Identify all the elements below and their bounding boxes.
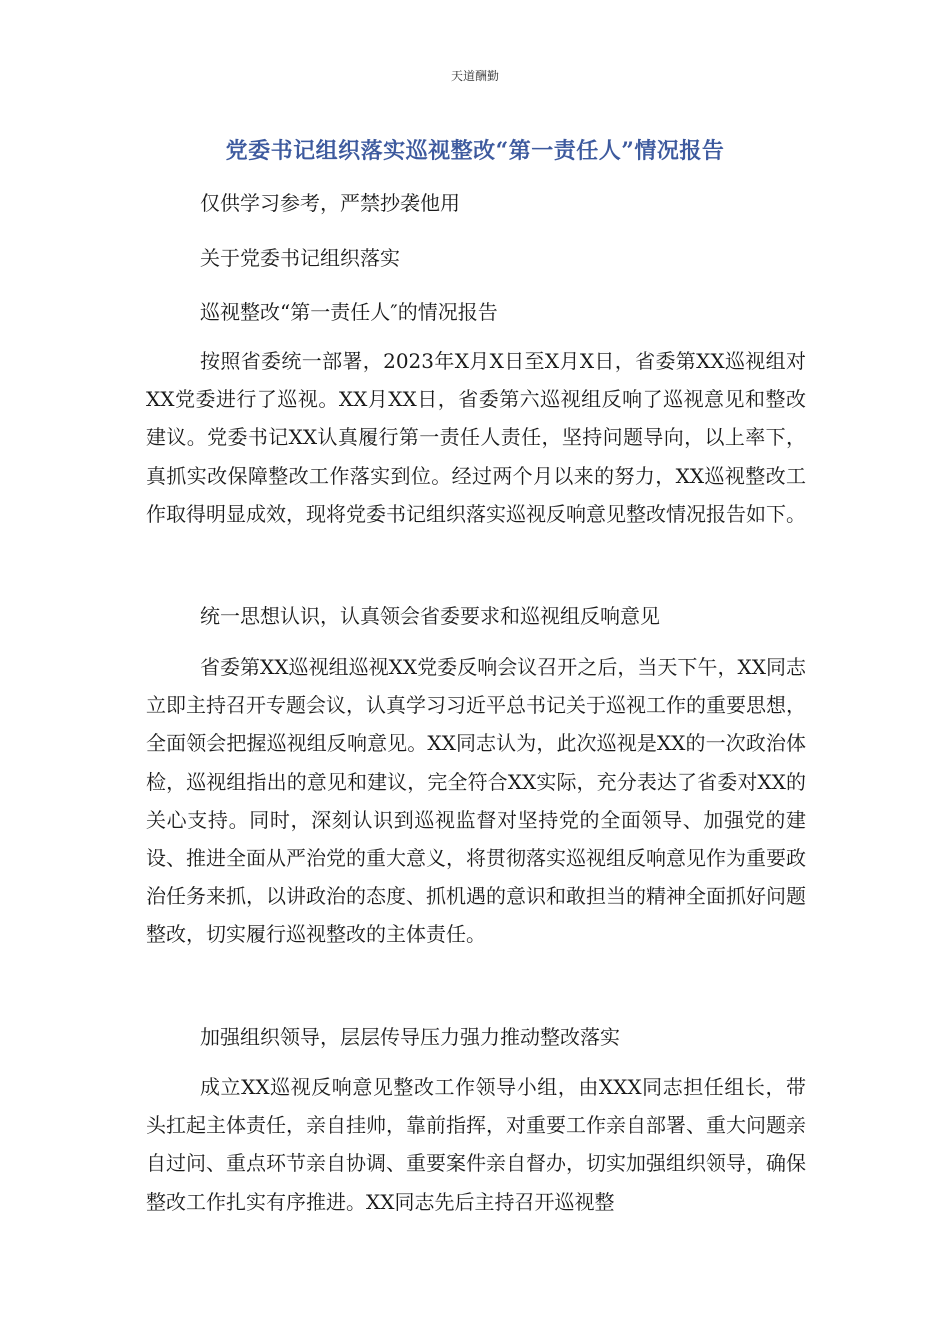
document-title: 党委书记组织落实巡视整改“第一责任人”情况报告 [225,138,725,164]
page-header: 天道酬勤 [450,69,499,83]
subtitle-note: 仅供学习参考，严禁抄袭他用 [200,191,460,215]
section-2-heading: 加强组织领导，层层传导压力强力推动整改落实 [200,1025,620,1049]
heading-line-1: 关于党委书记组织落实 [200,246,400,270]
paragraph-2: 省委第XX巡视组巡视XX党委反响会议召开之后，当天下午，XX同志立即主持召开专题会议，认真学习习近平总书记关于巡视工作的重要思想，全面领会把握巡视组反响意见。XX同志认为，此次巡视是XX的一次政治体检，巡视组指出的意见和建议，完全符合XX实际，充分表达了省委对XX的关心支持。同时，深刻认识到巡视监督对坚持党的全面领导、加强党的建设、推进全面从严治党的重大意义，将贯彻落实巡视组反响意见作为重要政治任务来抓，以讲政治的态度、抓机遇的意识和敢担当的精神全面抓好问题整改，切实履行巡视整改的主体责任。 [146,655,806,947]
paragraph-1: 按照省委统一部署，2023年X月X日至X月X日，省委第XX巡视组对XX党委进行了巡视。XX月XX日，省委第六巡视组反响了巡视意见和整改建议。党委书记XX认真履行第一责任人责任，坚持问题导向，以上率下，真抓实改保障整改工作落实到位。经过两个月以来的努力，XX巡视整改工作取得明显成效，现将党委书记组织落实巡视反响意见整改情况报告如下。 [146,349,806,526]
paragraph-3: 成立XX巡视反响意见整改工作领导小组，由XXX同志担任组长，带头扛起主体责任，亲自挂帅，靠前指挥，对重要工作亲自部署、重大问题亲自过问、重点环节亲自协调、重要案件亲自督办，切实加强组织领导，确保整改工作扎实有序推进。XX同志先后主持召开巡视整 [146,1075,806,1214]
heading-line-2: 巡视整改“第一责任人″的情况报告 [200,300,498,324]
section-1-heading: 统一思想认识，认真领会省委要求和巡视组反响意见 [200,604,660,628]
